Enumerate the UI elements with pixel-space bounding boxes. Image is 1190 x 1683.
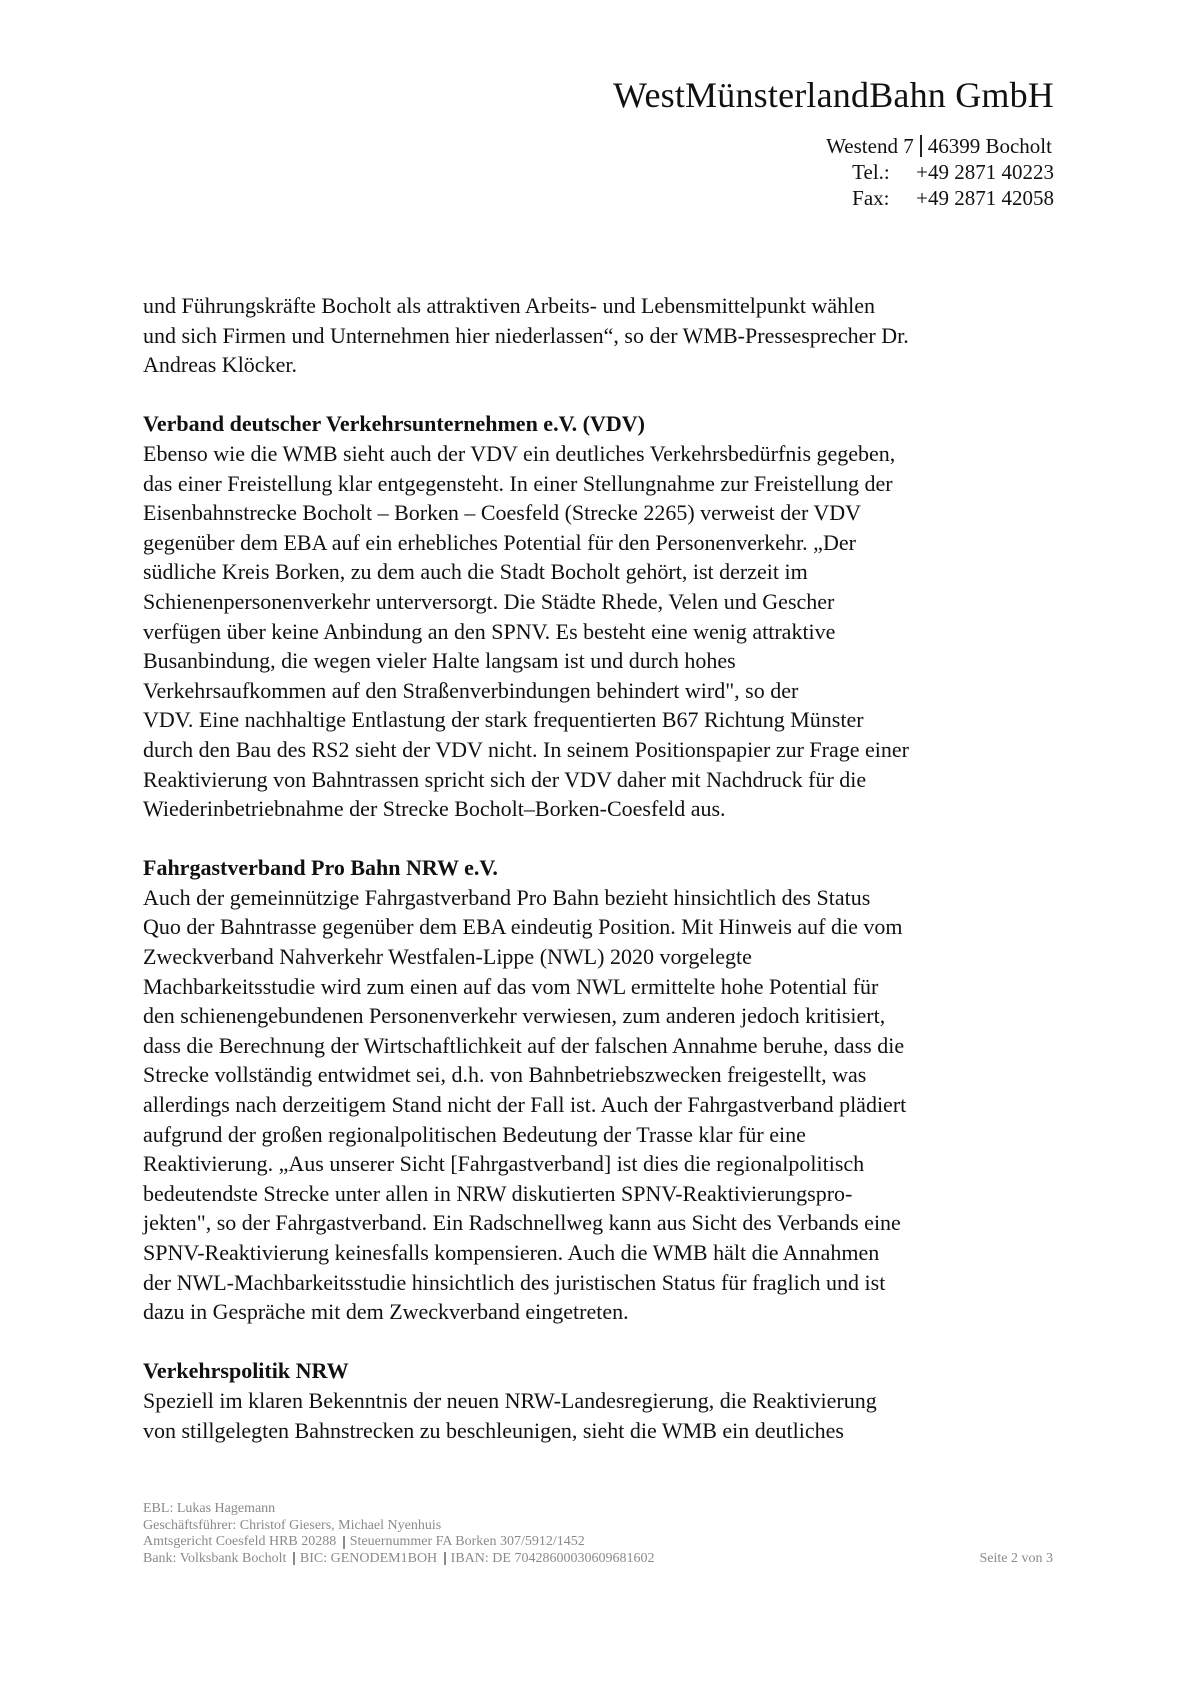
footer-bank-row <box>143 1551 1053 1568</box>
section-text-verkehrspolitik: Speziell im klaren Bekenntnis der neuen NRW-Landesregierung, die Reaktivierung von stillgelegten Bahnstrecken zu beschleunigen, sieht die WMB ein deutliches <box>143 1387 877 1443</box>
section-heading-vdv: Verband deutscher Verkehrsunternehmen e.V. (VDV) <box>143 411 645 437</box>
section-text-vdv: Ebenso wie die WMB sieht auch der VDV ein deutliches Verkehrsbedürfnis gegeben, das einer Freistellung klar entgegensteht. In einer Stellungnahme zur Freistellung der Eisenbahnstrecke Bocholt – Borken – Coesfeld (Strecke 2265) verweist der VDV gegenüber dem EBA auf ein erhebliches Potential für den Personenverkehr. „Der südliche Kreis Borken, zu dem auch die Stadt Bocholt gehört, ist derzeit im Schienenpersonenverkehr unterversorgt. Die Städte Rhede, Velen und Gescher verfügen über keine Anbindung an den SPNV. Es besteht eine wenig attraktive Busanbindung, die wegen vieler Halte langsam ist und durch hohes Verkehrsaufkommen auf den Straßenverbindungen behindert wird", so der VDV. Eine nachhaltige Entlastung der stark frequentierten B67 Richtung Münster durch den Bau des RS2 sieht der VDV nicht. In seinem Positionspapier zur Frage einer Reaktivierung von Bahntrassen spricht sich der VDV daher mit Nachdruck für die Wiederinbetriebnahme der Strecke Bocholt–Borken-Coesfeld aus. <box>143 440 909 822</box>
address-separator <box>920 135 922 157</box>
footer-court: Amtsgericht Coesfeld HRB 20288 <box>143 1534 337 1549</box>
address-city: 46399 Bocholt <box>927 134 1052 158</box>
footer-ebl: EBL: Lukas Hagemann <box>143 1501 276 1516</box>
footer-iban: IBAN: DE 70428600030609681602 <box>450 1550 655 1566</box>
paragraph-gap <box>143 824 1063 854</box>
fax-label: Fax: <box>852 186 890 210</box>
company-address <box>826 133 1054 211</box>
footer-bic: BIC: GENODEM1BOH <box>299 1550 438 1566</box>
paragraph-gap <box>143 380 1063 410</box>
company-name: WestMünsterlandBahn GmbH <box>613 75 1054 115</box>
section-heading-verkehrspolitik: Verkehrspolitik NRW <box>143 1358 349 1384</box>
intro-paragraph: und Führungskräfte Bocholt als attraktiven Arbeits- und Lebensmittelpunkt wählen und sich Firmen und Unternehmen hier niederlassen“, so der WMB-Pressesprecher Dr. Andreas Klöcker. <box>143 293 909 378</box>
tel-label: Tel.: <box>852 160 890 184</box>
tel-value: +49 2871 40223 <box>916 160 1054 184</box>
footer-tax: Steuernummer FA Borken 307/5912/1452 <box>349 1534 585 1549</box>
address-line <box>826 133 1054 159</box>
section-text-pro-bahn: Auch der gemeinnützige Fahrgastverband Pro Bahn bezieht hinsichtlich des Status Quo der Bahntrasse gegenüber dem EBA eindeutig Position. Mit Hinweis auf die vom Zweckverband Nahverkehr Westfalen-Lippe (NWL) 2020 vorgelegte Machbarkeitsstudie wird zum einen auf das vom NWL ermittelte hohe Potential für den schienengebundenen Personenverkehr verwiesen, zum anderen jedoch kritisiert, dass die Berechnung der Wirtschaftlichkeit auf der falschen Annahme beruhe, dass die Strecke vollständig entwidmet sei, d.h. von Bahnbetriebszwecken freigestellt, was allerdings nach derzeitigem Stand nicht der Fall ist. Auch der Fahrgastverband plädiert aufgrund der großen regionalpolitischen Bedeutung der Trasse klar für eine Reaktivierung. „Aus unserer Sicht [Fahrgastverband] ist dies die regionalpolitisch bedeutendste Strecke unter allen in NRW diskutierten SPNV-Reaktivierungspro- jekten", so der Fahrgastverband. Ein Radschnellweg kann aus Sicht des Verbands eine SPNV-Reaktivierung keinesfalls kompensieren. Auch die WMB hält die Annahmen der NWL-Machbarkeitsstudie hinsichtlich des juristischen Status für fraglich und ist dazu in Gespräche mit dem Zweckverband eingetreten. <box>143 884 907 1325</box>
footer-separator <box>444 1552 446 1565</box>
letter-footer <box>143 1501 1053 1567</box>
address-street: Westend 7 <box>826 134 914 158</box>
letter-body <box>143 291 1063 1445</box>
footer-separator <box>343 1536 345 1549</box>
footer-registry-row <box>143 1534 1053 1551</box>
fax-line <box>826 185 1054 211</box>
paragraph-gap <box>143 1327 1063 1357</box>
fax-value: +49 2871 42058 <box>916 186 1054 210</box>
footer-separator <box>293 1552 295 1565</box>
page-number: Seite 2 von 3 <box>979 1550 1053 1566</box>
section-heading-pro-bahn: Fahrgastverband Pro Bahn NRW e.V. <box>143 855 498 881</box>
footer-managers: Geschäftsführer: Christof Giesers, Michael Nyenhuis <box>143 1517 442 1533</box>
footer-bank: Bank: Volksbank Bocholt <box>143 1550 287 1566</box>
phone-line <box>826 159 1054 185</box>
